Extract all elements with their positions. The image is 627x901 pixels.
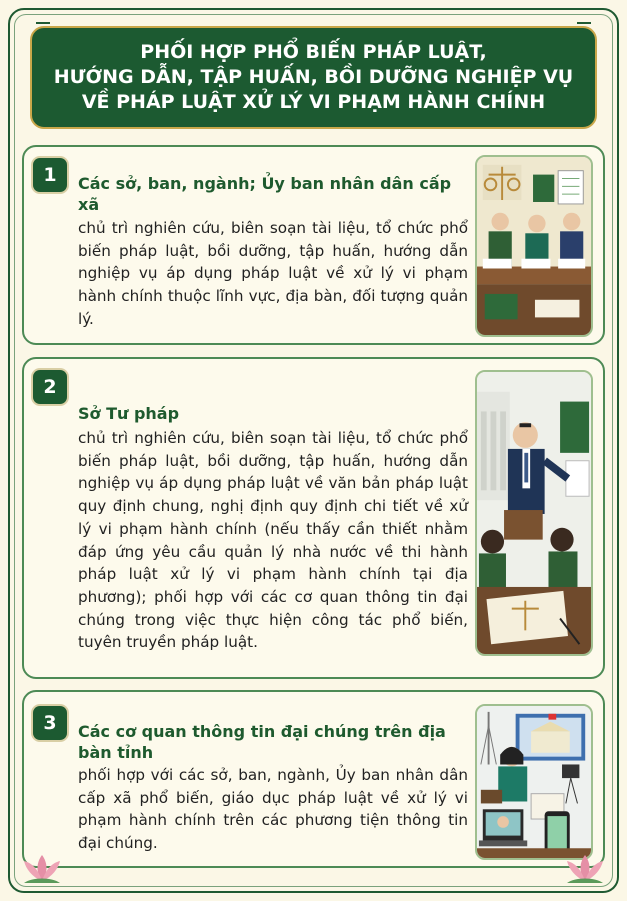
- item-number-badge: 3: [33, 706, 67, 740]
- lotus-icon: [20, 853, 64, 887]
- corner-ornament: [577, 22, 591, 24]
- lecturer-presentation-illustration-icon: [475, 370, 593, 656]
- training-class-illustration-icon: [475, 155, 593, 337]
- item-body: chủ trì nghiên cứu, biên soạn tài liệu, tổ chức phổ biến pháp luật, bồi dưỡng, tập huấn, hướng dẫn nghiệp vụ áp dụng pháp luật về xử lý vi phạm hành chính thuộc lĩnh vực, địa bàn, đối tượng quản lý.: [78, 219, 468, 328]
- item-number-badge: 2: [33, 370, 67, 404]
- media-broadcast-illustration-icon: [475, 704, 593, 860]
- item-card-1: [22, 145, 605, 345]
- item-card-2: [22, 357, 605, 679]
- item-number-badge: 1: [33, 158, 67, 192]
- corner-ornament: [36, 22, 50, 24]
- page-title: PHỐI HỢP PHỔ BIẾN PHÁP LUẬT, HƯỚNG DẪN, TẬP HUẤN, BỒI DƯỠNG NGHIỆP VỤ VỀ PHÁP LUẬT XỬ LÝ VI PHẠM HÀNH CHÍNH: [53, 41, 574, 113]
- item-title: Các cơ quan thông tin đại chúng trên địa bàn tỉnh: [78, 722, 446, 762]
- item-title: Sở Tư pháp: [78, 404, 180, 423]
- item-title: Các sở, ban, ngành; Ủy ban nhân dân cấp xã: [78, 174, 452, 214]
- item-card-3: [22, 690, 605, 868]
- item-body: phối hợp với các sở, ban, ngành, Ủy ban nhân dân cấp xã phổ biến, giáo dục pháp luật về xử lý vi phạm hành chính trên các phương tiện thông tin đại chúng.: [78, 766, 468, 853]
- item-body: chủ trì nghiên cứu, biên soạn tài liệu, tổ chức phổ biến pháp luật, bồi dưỡng, tập huấn, hướng dẫn nghiệp vụ áp dụng pháp luật về văn bản pháp luật quy định chung, nghị định quy định chi tiết về xử lý vi phạm hành chính (nếu thấy cần thiết nhằm đáp ứng yêu cầu quản lý nhà nước về thi hành pháp luật xử lý vi phạm hành chính tại địa phương); phối hợp với các cơ quan thông tin đại chúng trong việc thực hiện công tác phổ biến, tuyên truyền pháp luật.: [78, 429, 468, 652]
- lotus-icon: [563, 853, 607, 887]
- page-header: [30, 26, 597, 129]
